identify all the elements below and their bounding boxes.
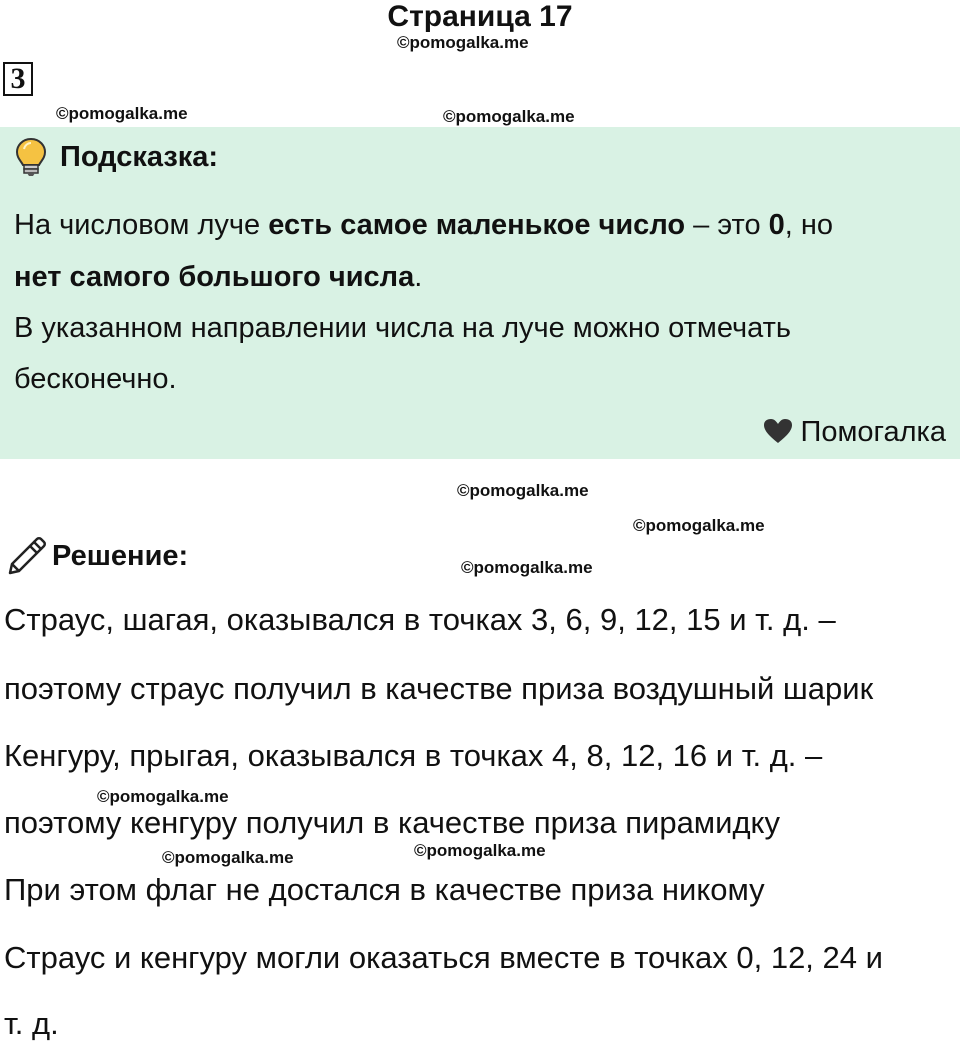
solution-line: Страус, шагая, оказывался в точках 3, 6, 9, 12, 15 и т. д. – <box>4 602 836 637</box>
pencil-icon <box>6 534 48 581</box>
signature <box>763 414 946 450</box>
hint-bold-text: нет самого большого числа <box>14 261 415 293</box>
watermark: ©pomogalka.me <box>414 841 546 860</box>
task-number: 3 <box>3 62 33 96</box>
heart-icon <box>763 416 801 448</box>
watermark: ©pomogalka.me <box>162 848 294 867</box>
solution-line: поэтому кенгуру получил в качестве приза пирамидку <box>4 805 780 840</box>
watermark: ©pomogalka.me <box>397 33 529 52</box>
hint-heading-label: Подсказка: <box>60 141 219 173</box>
watermark: ©pomogalka.me <box>461 558 593 577</box>
hint-line: В указанном направлении числа на луче можно отмечать <box>14 312 792 344</box>
signature-label: Помогалка <box>800 416 946 448</box>
hint-line: бесконечно. <box>14 363 177 395</box>
hint-text: – это <box>685 209 769 241</box>
solution-line: Страус и кенгуру могли оказаться вместе в точках 0, 12, 24 и <box>4 940 883 975</box>
lightbulb-icon <box>14 137 48 182</box>
solution-line: поэтому страус получил в качестве приза воздушный шарик <box>4 671 874 706</box>
hint-line <box>14 207 833 243</box>
hint-line <box>14 259 422 295</box>
solution-line: Кенгуру, прыгая, оказывался в точках 4, 8, 12, 16 и т. д. – <box>4 738 823 773</box>
page-title: Страница 17 <box>387 0 573 33</box>
watermark: ©pomogalka.me <box>56 104 188 123</box>
watermark: ©pomogalka.me <box>457 481 589 500</box>
hint-text: На числовом луче <box>14 209 269 241</box>
solution-line: т. д. <box>4 1006 59 1041</box>
watermark: ©pomogalka.me <box>97 787 229 806</box>
hint-bold-text: есть самое маленькое число <box>268 209 686 241</box>
watermark: ©pomogalka.me <box>633 516 765 535</box>
hint-bold-text: 0 <box>768 209 785 241</box>
watermark: ©pomogalka.me <box>443 107 575 126</box>
solution-line: При этом флаг не достался в качестве приза никому <box>4 872 765 907</box>
hint-text: , но <box>784 209 834 241</box>
solution-heading-label: Решение: <box>52 540 189 572</box>
hint-text: . <box>414 261 423 293</box>
